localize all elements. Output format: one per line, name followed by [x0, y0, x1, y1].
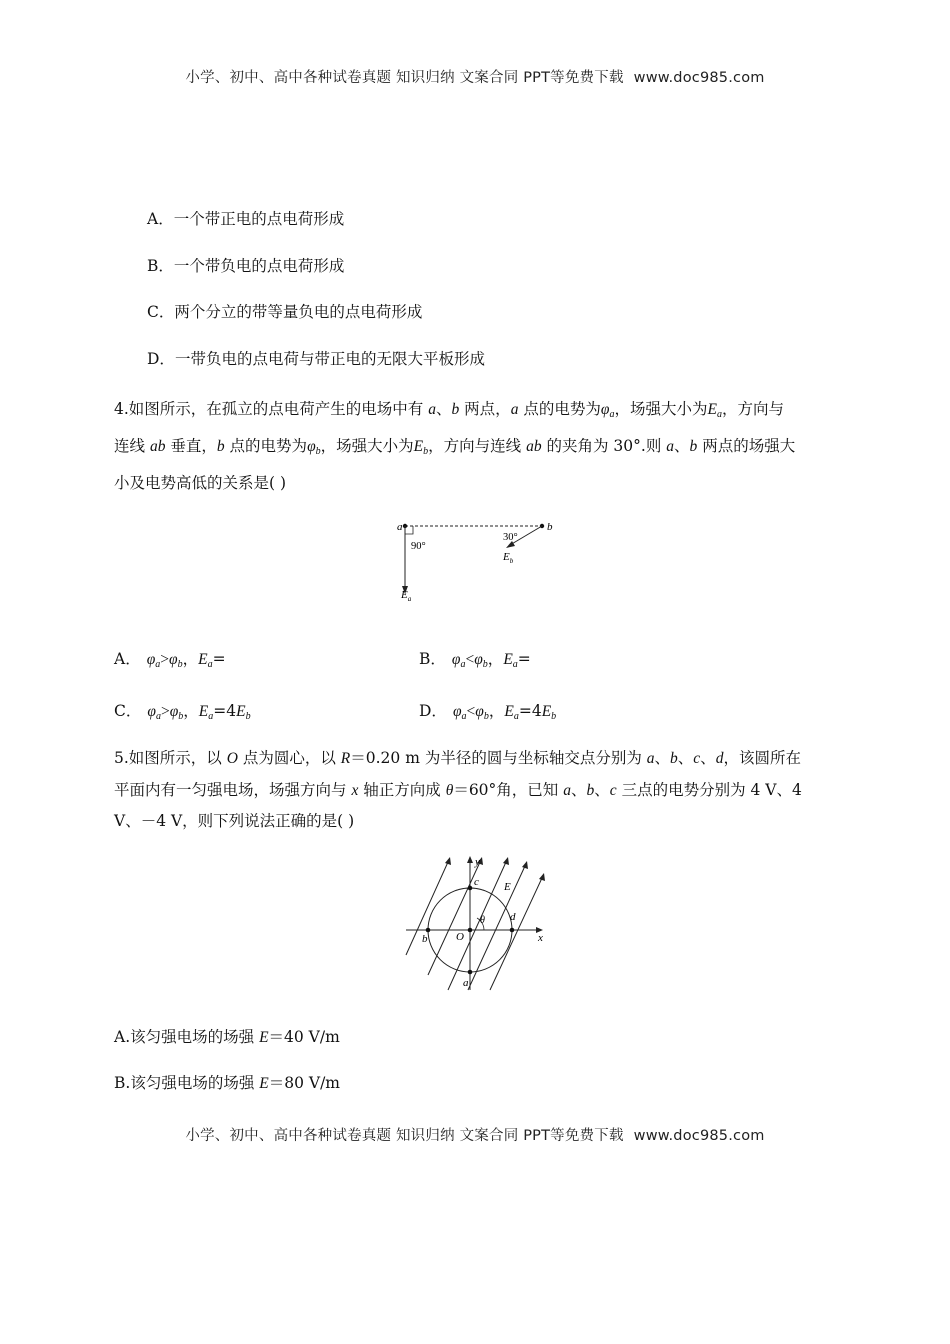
q3-option-b: B．一个带负电的点电荷形成	[147, 257, 345, 275]
q5-option-a: A.该匀强电场的场强 E＝40 V/m	[114, 1028, 340, 1046]
label-b: b	[422, 933, 428, 945]
q5-option-b: B.该匀强电场的场强 E＝80 V/m	[114, 1074, 340, 1092]
q4-figure	[390, 512, 570, 607]
header-url[interactable]: www.doc985.com	[633, 70, 765, 86]
label-Ea: $E_a$	[401, 589, 412, 603]
page-header	[0, 66, 950, 87]
point-a	[468, 970, 473, 975]
header-text: 小学、初中、高中各种试卷真题 知识归纳 文案合同 PPT等免费下载	[185, 70, 624, 86]
point-c	[468, 886, 473, 891]
label-O: O	[456, 931, 464, 943]
q3-option-c: C．两个分立的带等量负电的点电荷形成	[147, 303, 423, 321]
field-line-5	[490, 878, 542, 990]
q5-stem-line2: 平面内有一匀强电场，场强方向与 x 轴正方向成 θ＝60°角，已知 a、b、c 三点的电势分别为 4 V、4	[114, 781, 802, 799]
label-d: d	[510, 911, 516, 923]
label-90: 90°	[411, 541, 426, 552]
label-Eb: $E_b$	[503, 551, 514, 565]
y-axis-arrowhead	[467, 856, 473, 863]
point-O	[468, 928, 473, 933]
label-y: y	[475, 856, 480, 868]
point-d	[510, 928, 515, 933]
q4-option-b: B． $\varphi_a<\varphi_b$，$E_a=$	[419, 650, 531, 670]
q4-option-a: A． $\varphi_a>\varphi_b$，$E_a=$	[114, 650, 226, 670]
field-arrowhead-1	[445, 857, 451, 865]
label-a: a	[397, 521, 403, 533]
label-E: E	[504, 881, 511, 893]
field-arrowhead-4	[522, 861, 528, 869]
q4-stem-line3: 小及电势高低的关系是( )	[114, 474, 287, 492]
q5-stem-line3: V、－4 V，则下列说法正确的是( )	[114, 812, 355, 830]
point-b	[426, 928, 431, 933]
q3-option-a: A．一个带正电的点电荷形成	[147, 210, 345, 228]
q4-stem-line1: 4.如图所示，在孤立的点电荷产生的电场中有 a、b 两点，a 点的电势为$\varphi_a$，场强大小为$E_a$，方向与	[114, 400, 784, 420]
page-footer	[0, 1124, 950, 1145]
footer-text: 小学、初中、高中各种试卷真题 知识归纳 文案合同 PPT等免费下载	[185, 1128, 624, 1144]
q4-option-c: C． $\varphi_a>\varphi_b$，$E_a=4E_b$	[114, 702, 251, 722]
footer-url[interactable]: www.doc985.com	[633, 1128, 765, 1144]
field-arrowhead-5	[539, 873, 545, 881]
q4-stem-line2: 连线 ab 垂直，b 点的电势为$\varphi_b$，场强大小为$E_b$，方向与连线 ab 的夹角为 30°.则 a、b 两点的场强大	[114, 437, 796, 457]
q5-figure	[398, 850, 553, 1000]
field-line-2	[428, 862, 480, 975]
field-arrowhead-3	[503, 857, 509, 865]
label-x: x	[538, 932, 543, 944]
label-a: a	[463, 977, 469, 989]
q3-option-d: D．一带负电的点电荷与带正电的无限大平板形成	[147, 350, 485, 368]
label-c: c	[474, 876, 479, 888]
q4-option-d: D． $\varphi_a<\varphi_b$，$E_a=4E_b$	[419, 702, 557, 722]
field-arrowheads	[445, 857, 545, 881]
label-30: 30°	[503, 532, 518, 543]
label-theta: θ	[480, 915, 485, 926]
label-b: b	[547, 521, 553, 533]
q5-stem-line1: 5.如图所示，以 O 点为圆心，以 R＝0.20 m 为半径的圆与坐标轴交点分别为 a、b、c、d，该圆所在	[114, 749, 801, 767]
